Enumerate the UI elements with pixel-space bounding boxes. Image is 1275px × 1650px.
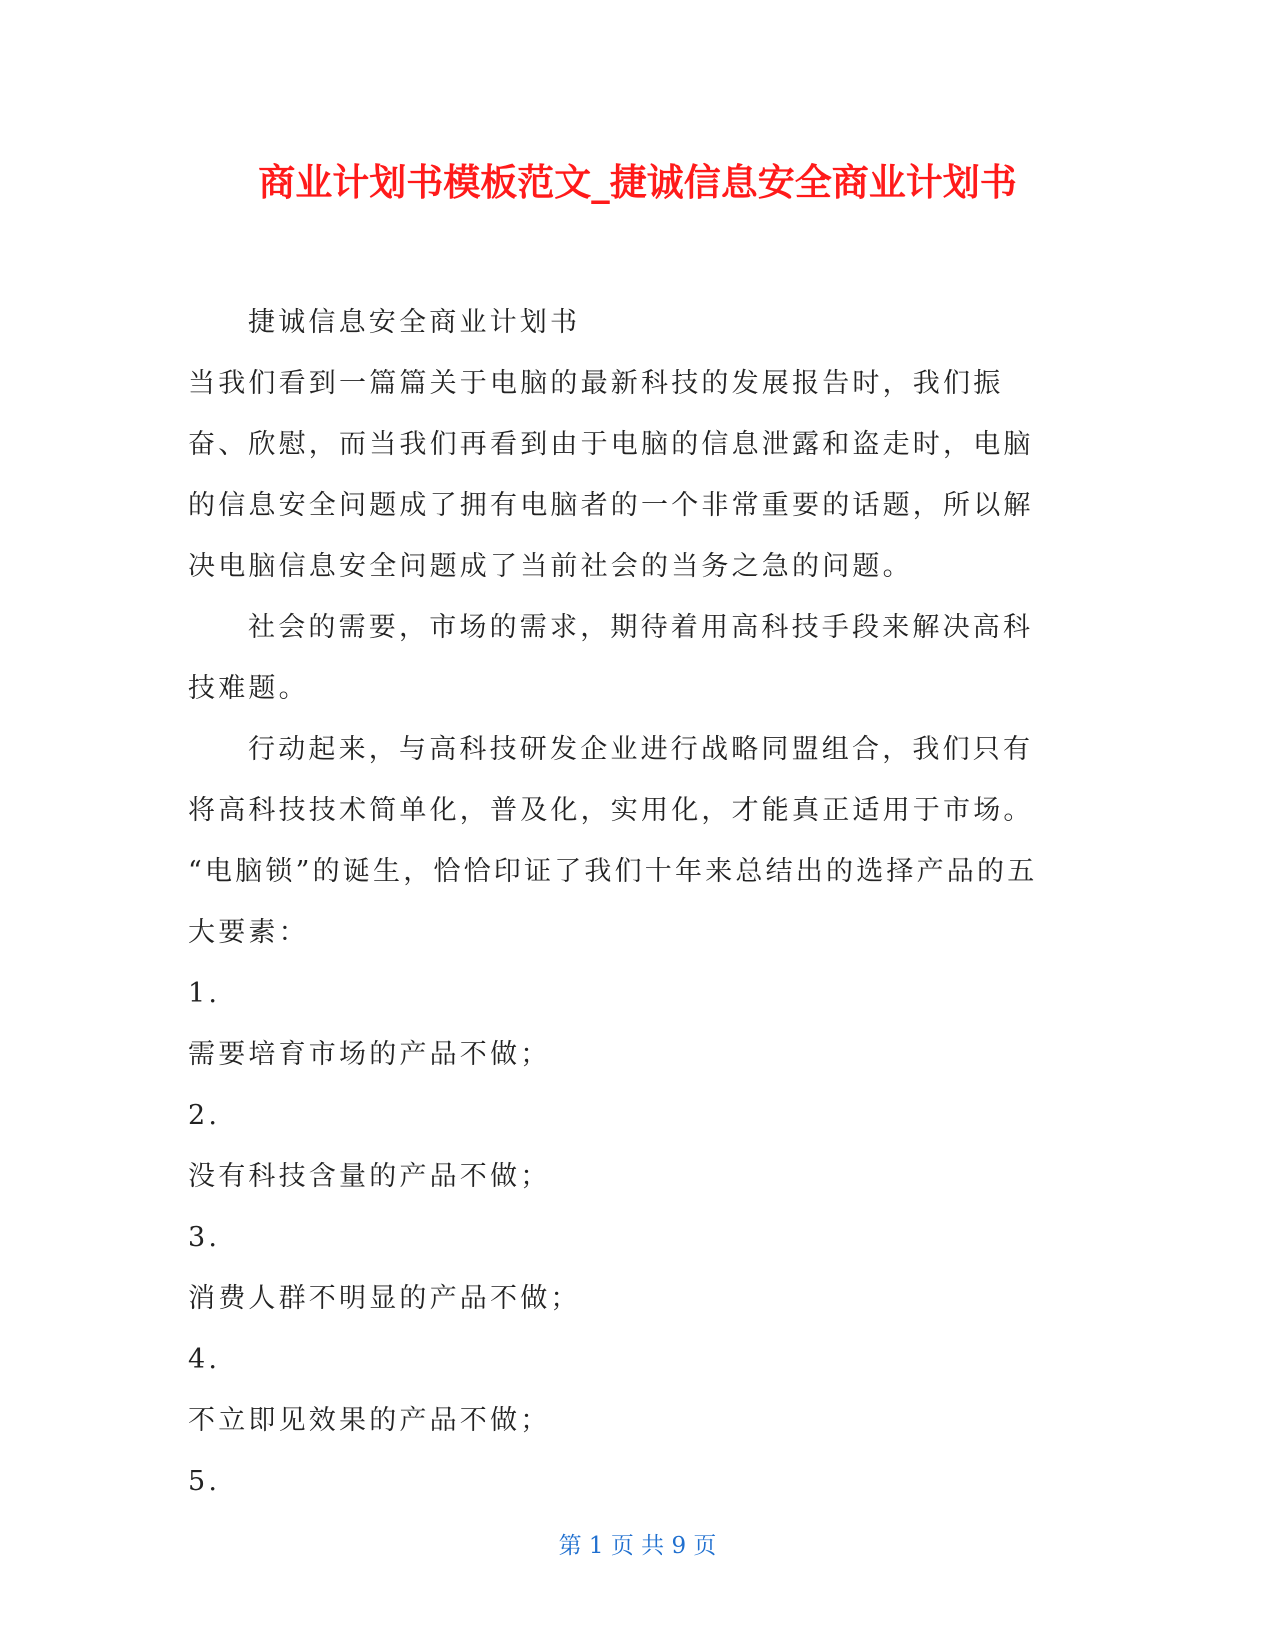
- list-item-text: 消费人群不明显的产品不做；: [188, 1283, 581, 1314]
- list-item-number: 3.: [188, 1222, 221, 1253]
- list-item-number: 5.: [188, 1466, 221, 1497]
- paragraph-five-elements: “电脑锁”的诞生，恰恰印证了我们十年来总结出的选择产品的五大要素：: [188, 856, 1038, 948]
- paragraph-social-need: 社会的需要，市场的需求，期待着用高科技手段来解决高科技难题。: [188, 612, 1034, 704]
- list-item-number: 2.: [188, 1100, 221, 1131]
- list-item-text: 需要培育市场的产品不做；: [188, 1039, 551, 1070]
- document-title: 商业计划书模板范文_捷诚信息安全商业计划书: [258, 161, 1017, 204]
- list-item-number: 4.: [188, 1344, 221, 1375]
- paragraph-intro: 当我们看到一篇篇关于电脑的最新科技的发展报告时，我们振奋、欣慰，而当我们再看到由于电脑的信息泄露和盗走时，电脑的信息安全问题成了拥有电脑者的一个非常重要的话题，所以解决电脑信息安全问题成了当前社会的当务之急的问题。: [188, 368, 1034, 582]
- document-body: [188, 292, 1060, 1512]
- document-heading: 捷诚信息安全商业计划书: [248, 307, 581, 338]
- paragraph-action: 行动起来，与高科技研发企业进行战略同盟组合，我们只有将高科技技术简单化，普及化，实用化，才能真正适用于市场。: [188, 734, 1034, 826]
- list-item-text: 没有科技含量的产品不做；: [188, 1161, 551, 1192]
- page-footer: 第 1 页 共 9 页: [558, 1533, 717, 1559]
- list-item-number: 1.: [188, 978, 221, 1009]
- list-item-text: 不立即见效果的产品不做；: [188, 1405, 551, 1436]
